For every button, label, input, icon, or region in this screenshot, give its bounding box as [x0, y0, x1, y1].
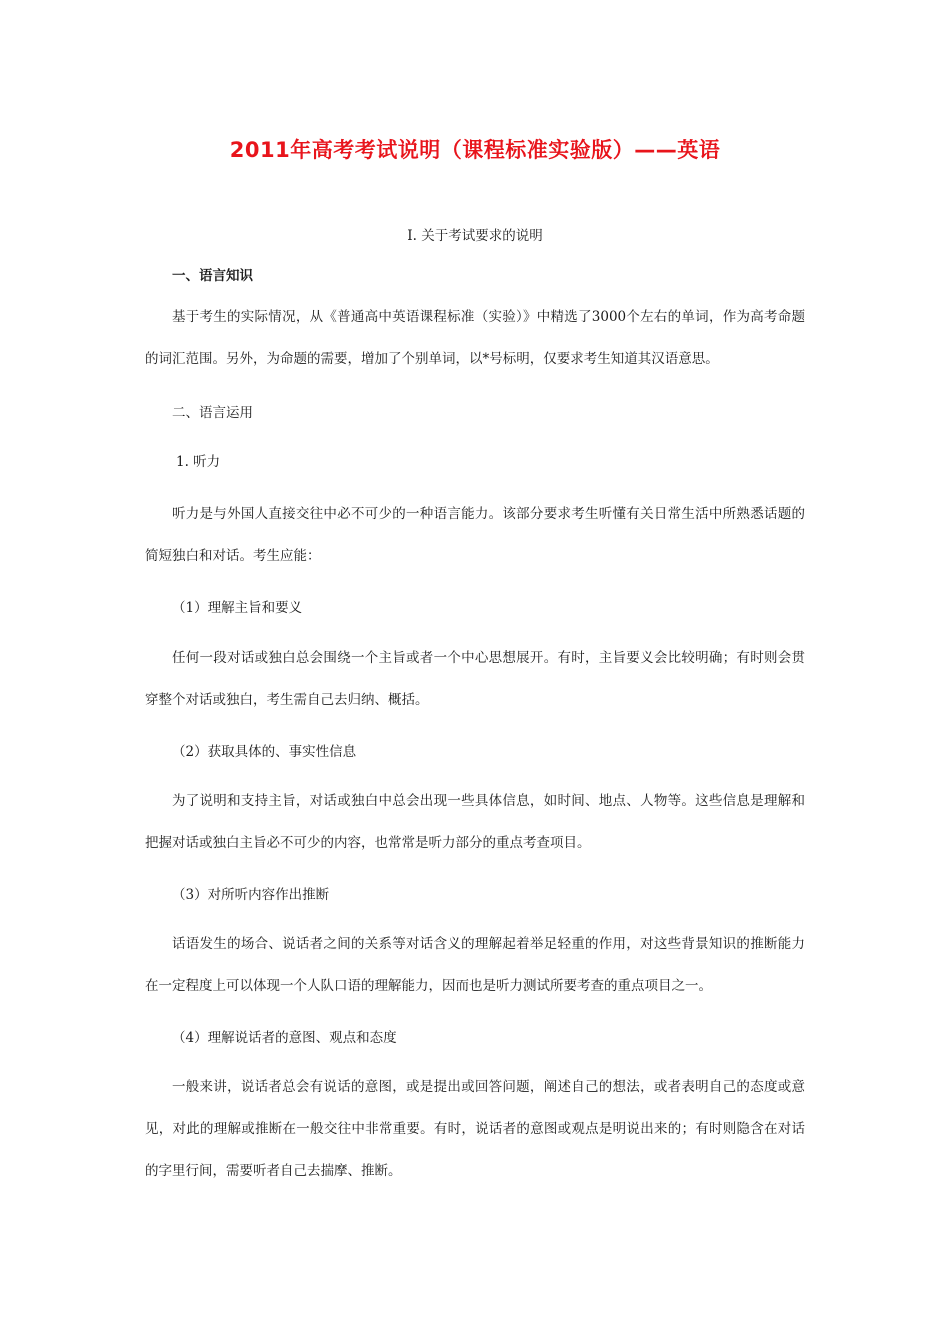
part1-paragraph: 基于考生的实际情况，从《普通高中英语课程标准（实验）》中精选了3000个左右的单词，作为高考命题的词汇范围。另外，为命题的需要，增加了个别单词，以*号标明，仅要求考生知道其汉语意思。 — [145, 309, 805, 367]
item4-heading: （4）理解说话者的意图、观点和态度 — [172, 1030, 397, 1046]
item4-paragraph: 一般来讲，说话者总会有说话的意图，或是提出或回答问题，阐述自己的想法，或者表明自己的态度或意见，对此的理解或推断在一般交往中非常重要。有时，说话者的意图或观点是明说出来的；有时则隐含在对话的字里行间，需要听者自己去揣摩、推断。 — [145, 1079, 805, 1179]
item3-paragraph: 话语发生的场合、说话者之间的关系等对话含义的理解起着举足轻重的作用，对这些背景知识的推断能力在一定程度上可以体现一个人队口语的理解能力，因而也是听力测试所要考查的重点项目之一。 — [145, 936, 805, 994]
section-heading: Ⅰ. 关于考试要求的说明 — [407, 228, 543, 244]
listening-paragraph: 听力是与外国人直接交往中必不可少的一种语言能力。该部分要求考生听懂有关日常生活中所熟悉话题的简短独白和对话。考生应能： — [145, 506, 805, 564]
item1-heading: （1）理解主旨和要义 — [172, 600, 303, 616]
document-title: 2011年高考考试说明（课程标准实验版）——英语 — [229, 138, 721, 162]
part2-heading: 二、语言运用 — [172, 405, 253, 421]
item2-paragraph: 为了说明和支持主旨，对话或独白中总会出现一些具体信息，如时间、地点、人物等。这些信息是理解和把握对话或独白主旨必不可少的内容，也常常是听力部分的重点考查项目。 — [145, 793, 805, 851]
item2-heading: （2）获取具体的、事实性信息 — [172, 744, 357, 760]
item1-paragraph: 任何一段对话或独白总会围绕一个主旨或者一个中心思想展开。有时，主旨要义会比较明确；有时则会贯穿整个对话或独白，考生需自己去归纳、概括。 — [145, 650, 805, 708]
item3-heading: （3）对所听内容作出推断 — [172, 887, 330, 903]
part1-heading: 一、语言知识 — [172, 268, 253, 284]
listening-heading: 1. 听力 — [176, 454, 221, 470]
